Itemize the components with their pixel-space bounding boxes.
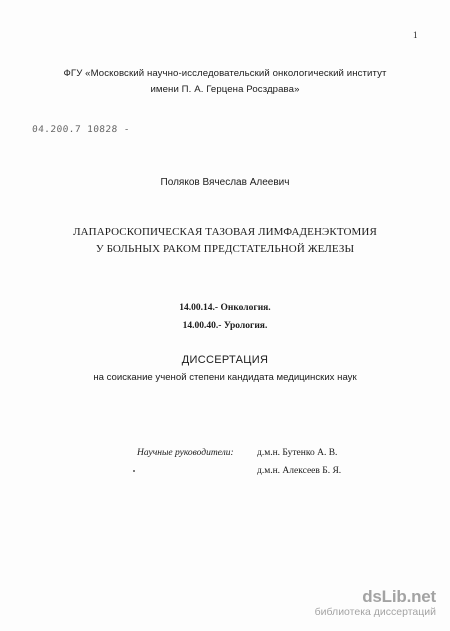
- dissertation-title: [0, 224, 450, 258]
- library-stamp: 04.200.7 10828 -: [31, 124, 131, 135]
- scan-speck: [133, 470, 135, 472]
- supervisors-label: Научные руководители:: [137, 448, 234, 458]
- watermark-brand: dsLib.net: [362, 587, 436, 606]
- specialty-codes: [0, 299, 450, 335]
- document-type: ДИССЕРТАЦИЯ: [181, 354, 269, 366]
- institution-name: [0, 66, 450, 98]
- specialty-urology: 14.00.40.- Урология.: [182, 321, 268, 331]
- author-name: Поляков Вячеслав Алеевич: [160, 177, 290, 188]
- institution-line-1: ФГУ «Московский научно-исследовательский онкологический институт: [63, 68, 387, 79]
- page-number: 1: [413, 30, 418, 40]
- watermark-subtitle: библиотека диссертаций: [314, 606, 436, 618]
- title-line-2: У БОЛЬНЫХ РАКОМ ПРЕДСТАТЕЛЬНОЙ ЖЕЛЕЗЫ: [95, 243, 355, 255]
- specialty-oncology: 14.00.14.- Онкология.: [179, 303, 271, 313]
- title-line-1: ЛАПАРОСКОПИЧЕСКАЯ ТАЗОВАЯ ЛИМФАДЕНЭКТОМИЯ: [73, 226, 377, 238]
- supervisor-alekseev: д.м.н. Алексеев Б. Я.: [257, 466, 342, 476]
- institution-line-2: имени П. А. Герцена Росздрава»: [150, 84, 300, 95]
- degree-statement: на соискание ученой степени кандидата медицинских наук: [93, 372, 357, 383]
- dslib-watermark: [315, 588, 436, 619]
- supervisor-butenko: д.м.н. Бутенко А. В.: [257, 448, 338, 458]
